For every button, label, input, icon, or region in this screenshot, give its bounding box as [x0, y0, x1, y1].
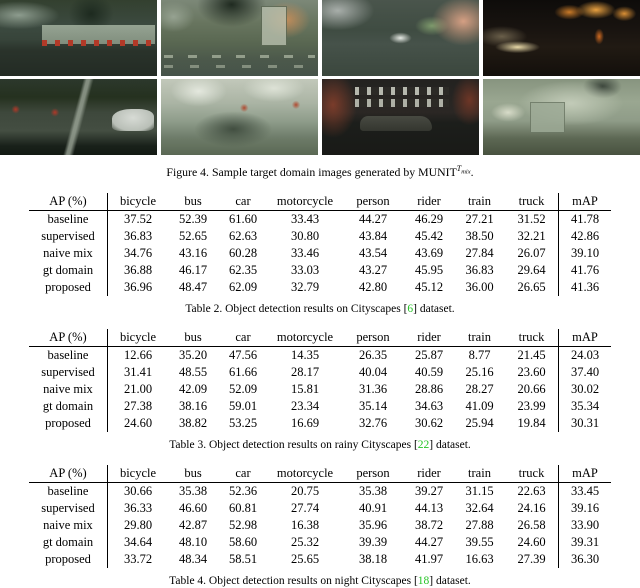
- ap-value: 31.52: [505, 210, 559, 228]
- ap-value: 32.79: [290, 279, 320, 294]
- ap-value: 29.80: [123, 517, 153, 532]
- ap-value: 38.16: [178, 398, 208, 413]
- ap-value: 14.35: [290, 347, 320, 362]
- citation-link-18[interactable]: 18: [417, 574, 430, 587]
- column-header: train: [468, 193, 491, 208]
- ap-value: 43.27: [358, 262, 388, 277]
- column-header: car: [235, 329, 251, 344]
- ap-value: 39.55: [465, 534, 494, 549]
- ap-value: 33.43: [290, 211, 320, 226]
- ap-value: 35.38: [178, 483, 208, 498]
- sample-image-6: [161, 79, 318, 155]
- table-row: [29, 346, 611, 364]
- ap-value: 34.76: [123, 245, 153, 260]
- row-label: gt domain: [29, 398, 108, 415]
- ap-value: 32.64: [465, 500, 494, 515]
- table-row: [29, 364, 611, 381]
- table-header-row: [29, 465, 611, 483]
- ap-value: 15.81: [290, 381, 320, 396]
- ap-value: 42.86: [570, 228, 600, 243]
- ap-value: 35.14: [358, 398, 388, 413]
- table-4-caption: [0, 574, 640, 588]
- column-header: mAP: [572, 465, 598, 480]
- ap-value: 58.51: [228, 551, 258, 566]
- ap-value: 38.18: [358, 551, 388, 566]
- table-2-results: [29, 193, 611, 296]
- ap-value: 16.38: [290, 517, 320, 532]
- row-label: supervised: [29, 500, 108, 517]
- ap-value: 33.03: [290, 262, 320, 277]
- ap-value: 41.36: [570, 279, 600, 294]
- table-row: [29, 262, 611, 279]
- caption-text: Table 2. Object detection results on Cityscapes [: [185, 302, 408, 315]
- munit-superscript: Tmix: [456, 164, 471, 176]
- caption-text: Table 3. Object detection results on rainy Cityscapes [: [169, 438, 418, 451]
- ap-value: 28.17: [290, 364, 320, 379]
- ap-value: 43.84: [358, 228, 388, 243]
- column-header: AP (%): [29, 329, 108, 347]
- column-header: truck: [505, 465, 559, 483]
- column-header: mAP: [572, 193, 598, 208]
- ap-value: 36.33: [123, 500, 153, 515]
- ap-value: 44.27: [414, 534, 444, 549]
- ap-value: 52.09: [228, 381, 258, 396]
- ap-value: 39.39: [358, 534, 388, 549]
- ap-value: 29.64: [505, 262, 559, 279]
- row-label: proposed: [29, 551, 108, 568]
- ap-value: 41.09: [465, 398, 494, 413]
- column-header: train: [468, 465, 491, 480]
- table-4-results: [29, 465, 611, 568]
- table-row: [29, 551, 611, 568]
- column-header: motorcycle: [276, 193, 334, 208]
- ap-value: 24.60: [123, 415, 153, 430]
- ap-value: 42.09: [178, 381, 208, 396]
- ap-value: 21.00: [123, 381, 153, 396]
- ap-value: 43.69: [414, 245, 444, 260]
- ap-value: 24.60: [505, 534, 559, 551]
- column-header: rider: [417, 329, 441, 344]
- ap-value: 27.84: [465, 245, 494, 260]
- ap-value: 43.16: [178, 245, 208, 260]
- ap-value: 25.16: [465, 364, 494, 379]
- row-label: baseline: [29, 346, 108, 364]
- column-header: person: [356, 465, 390, 480]
- column-header: car: [235, 465, 251, 480]
- table-header-row: [29, 329, 611, 347]
- ap-value: 32.76: [358, 415, 388, 430]
- row-label: proposed: [29, 279, 108, 296]
- table-row: [29, 500, 611, 517]
- ap-value: 48.34: [178, 551, 208, 566]
- column-header: motorcycle: [276, 329, 334, 344]
- table-row: [29, 517, 611, 534]
- row-label: naive mix: [29, 517, 108, 534]
- table-row: [29, 534, 611, 551]
- ap-value: 36.96: [123, 279, 153, 294]
- ap-value: 27.21: [465, 211, 494, 226]
- ap-value: 27.74: [290, 500, 320, 515]
- ap-value: 35.20: [178, 347, 208, 362]
- ap-value: 23.60: [505, 364, 559, 381]
- table-2-caption: [0, 302, 640, 316]
- ap-value: 40.04: [358, 364, 388, 379]
- ap-value: 39.27: [414, 483, 444, 498]
- ap-value: 25.87: [414, 347, 444, 362]
- ap-value: 39.10: [570, 245, 600, 260]
- ap-value: 41.78: [570, 211, 600, 226]
- column-header: train: [468, 329, 491, 344]
- ap-value: 23.99: [505, 398, 559, 415]
- table-row: [29, 381, 611, 398]
- column-header: bus: [184, 465, 202, 480]
- ap-value: 39.16: [570, 500, 600, 515]
- ap-value: 52.65: [178, 228, 208, 243]
- ap-value: 46.60: [178, 500, 208, 515]
- ap-value: 47.56: [228, 347, 258, 362]
- column-header: car: [235, 193, 251, 208]
- ap-value: 30.62: [414, 415, 444, 430]
- ap-value: 37.52: [123, 211, 153, 226]
- ap-value: 45.95: [414, 262, 444, 277]
- ap-value: 33.90: [570, 517, 600, 532]
- ap-value: 45.42: [414, 228, 444, 243]
- ap-value: 38.50: [465, 228, 494, 243]
- table-header-row: [29, 193, 611, 211]
- ap-value: 41.97: [414, 551, 444, 566]
- ap-value: 37.40: [570, 364, 600, 379]
- ap-value: 61.66: [228, 364, 258, 379]
- ap-value: 12.66: [123, 347, 153, 362]
- ap-value: 30.31: [570, 415, 600, 430]
- column-header: bicycle: [119, 329, 157, 344]
- ap-value: 60.28: [228, 245, 258, 260]
- ap-value: 31.36: [358, 381, 388, 396]
- figure-caption-period: .: [470, 164, 474, 179]
- ap-value: 45.12: [414, 279, 444, 294]
- ap-value: 30.66: [123, 483, 153, 498]
- ap-value: 21.45: [505, 346, 559, 364]
- ap-value: 52.36: [228, 483, 258, 498]
- ap-value: 31.15: [465, 483, 494, 498]
- ap-value: 25.94: [465, 415, 494, 430]
- row-label: proposed: [29, 415, 108, 432]
- ap-value: 25.65: [290, 551, 320, 566]
- table-row: [29, 279, 611, 296]
- row-label: supervised: [29, 228, 108, 245]
- ap-value: 46.29: [414, 211, 444, 226]
- ap-value: 30.80: [290, 228, 320, 243]
- column-header: AP (%): [29, 465, 108, 483]
- ap-value: 48.55: [178, 364, 208, 379]
- ap-value: 38.82: [178, 415, 208, 430]
- row-label: naive mix: [29, 381, 108, 398]
- ap-value: 36.00: [465, 279, 494, 294]
- citation-link-22[interactable]: 22: [417, 438, 430, 451]
- ap-value: 62.09: [228, 279, 258, 294]
- ap-value: 44.13: [414, 500, 444, 515]
- ap-value: 16.63: [465, 551, 494, 566]
- ap-value: 26.07: [505, 245, 559, 262]
- ap-value: 42.80: [358, 279, 388, 294]
- ap-value: 42.87: [178, 517, 208, 532]
- ap-value: 46.17: [178, 262, 208, 277]
- ap-value: 33.72: [123, 551, 153, 566]
- ap-value: 53.25: [228, 415, 258, 430]
- ap-value: 26.35: [358, 347, 388, 362]
- ap-value: 61.60: [228, 211, 258, 226]
- column-header: bus: [184, 193, 202, 208]
- ap-value: 32.21: [505, 228, 559, 245]
- ap-value: 28.27: [465, 381, 494, 396]
- sample-image-5: [0, 79, 157, 155]
- ap-value: 36.83: [465, 262, 494, 277]
- ap-value: 22.63: [505, 482, 559, 500]
- ap-value: 62.63: [228, 228, 258, 243]
- figure-4-image-grid: [0, 0, 640, 155]
- column-header: AP (%): [29, 193, 108, 211]
- ap-value: 59.01: [228, 398, 258, 413]
- sample-image-8: [483, 79, 640, 155]
- sample-image-7: [322, 79, 479, 155]
- column-header: bicycle: [119, 465, 157, 480]
- ap-value: 39.31: [570, 534, 600, 549]
- column-header: rider: [417, 465, 441, 480]
- ap-value: 35.96: [358, 517, 388, 532]
- ap-value: 23.34: [290, 398, 320, 413]
- ap-value: 48.10: [178, 534, 208, 549]
- ap-value: 26.65: [505, 279, 559, 296]
- row-label: baseline: [29, 482, 108, 500]
- ap-value: 48.47: [178, 279, 208, 294]
- ap-value: 41.76: [570, 262, 600, 277]
- ap-value: 52.39: [178, 211, 208, 226]
- ap-value: 33.45: [570, 483, 600, 498]
- ap-value: 35.34: [570, 398, 600, 413]
- column-header: bicycle: [119, 193, 157, 208]
- table-3-caption: [0, 438, 640, 452]
- column-header: person: [356, 193, 390, 208]
- ap-value: 44.27: [358, 211, 388, 226]
- column-header: mAP: [572, 329, 598, 344]
- ap-value: 62.35: [228, 262, 258, 277]
- row-label: naive mix: [29, 245, 108, 262]
- sample-image-4: [483, 0, 640, 76]
- table-row: [29, 228, 611, 245]
- ap-value: 20.66: [505, 381, 559, 398]
- ap-value: 25.32: [290, 534, 320, 549]
- figure-caption-text: Figure 4. Sample target domain images generated by MUNIT: [166, 164, 457, 179]
- ap-value: 8.77: [468, 347, 491, 362]
- caption-text: ] dataset.: [429, 438, 471, 451]
- row-label: gt domain: [29, 262, 108, 279]
- table-row: [29, 210, 611, 228]
- column-header: motorcycle: [276, 465, 334, 480]
- caption-text: ] dataset.: [429, 574, 471, 587]
- ap-value: 40.59: [414, 364, 444, 379]
- ap-value: 31.41: [123, 364, 153, 379]
- table-row: [29, 245, 611, 262]
- table-row: [29, 415, 611, 432]
- row-label: baseline: [29, 210, 108, 228]
- caption-text: ] dataset.: [413, 302, 455, 315]
- ap-value: 38.72: [414, 517, 444, 532]
- ap-value: 33.46: [290, 245, 320, 260]
- column-header: bus: [184, 329, 202, 344]
- ap-value: 16.69: [290, 415, 320, 430]
- table-3-results: [29, 329, 611, 432]
- column-header: truck: [505, 193, 559, 211]
- ap-value: 28.86: [414, 381, 444, 396]
- ap-value: 24.03: [570, 347, 600, 362]
- ap-value: 40.91: [358, 500, 388, 515]
- row-label: supervised: [29, 364, 108, 381]
- ap-value: 27.38: [123, 398, 153, 413]
- table-row: [29, 398, 611, 415]
- caption-text: Table 4. Object detection results on night Cityscapes [: [169, 574, 418, 587]
- ap-value: 20.75: [290, 483, 320, 498]
- ap-value: 30.02: [570, 381, 600, 396]
- citation-link-6[interactable]: 6: [407, 302, 414, 315]
- ap-value: 19.84: [505, 415, 559, 432]
- ap-value: 27.88: [465, 517, 494, 532]
- column-header: truck: [505, 329, 559, 347]
- table-row: [29, 482, 611, 500]
- ap-value: 36.88: [123, 262, 153, 277]
- ap-value: 26.58: [505, 517, 559, 534]
- ap-value: 35.38: [358, 483, 388, 498]
- ap-value: 34.64: [123, 534, 153, 549]
- sample-image-2: [161, 0, 318, 76]
- ap-value: 52.98: [228, 517, 258, 532]
- ap-value: 58.60: [228, 534, 258, 549]
- ap-value: 24.16: [505, 500, 559, 517]
- ap-value: 36.30: [570, 551, 600, 566]
- column-header: rider: [417, 193, 441, 208]
- row-label: gt domain: [29, 534, 108, 551]
- sample-image-3: [322, 0, 479, 76]
- ap-value: 34.63: [414, 398, 444, 413]
- ap-value: 60.81: [228, 500, 258, 515]
- column-header: person: [356, 329, 390, 344]
- ap-value: 36.83: [123, 228, 153, 243]
- ap-value: 43.54: [358, 245, 388, 260]
- figure-4-caption: [0, 161, 640, 180]
- sample-image-1: [0, 0, 157, 76]
- ap-value: 27.39: [505, 551, 559, 568]
